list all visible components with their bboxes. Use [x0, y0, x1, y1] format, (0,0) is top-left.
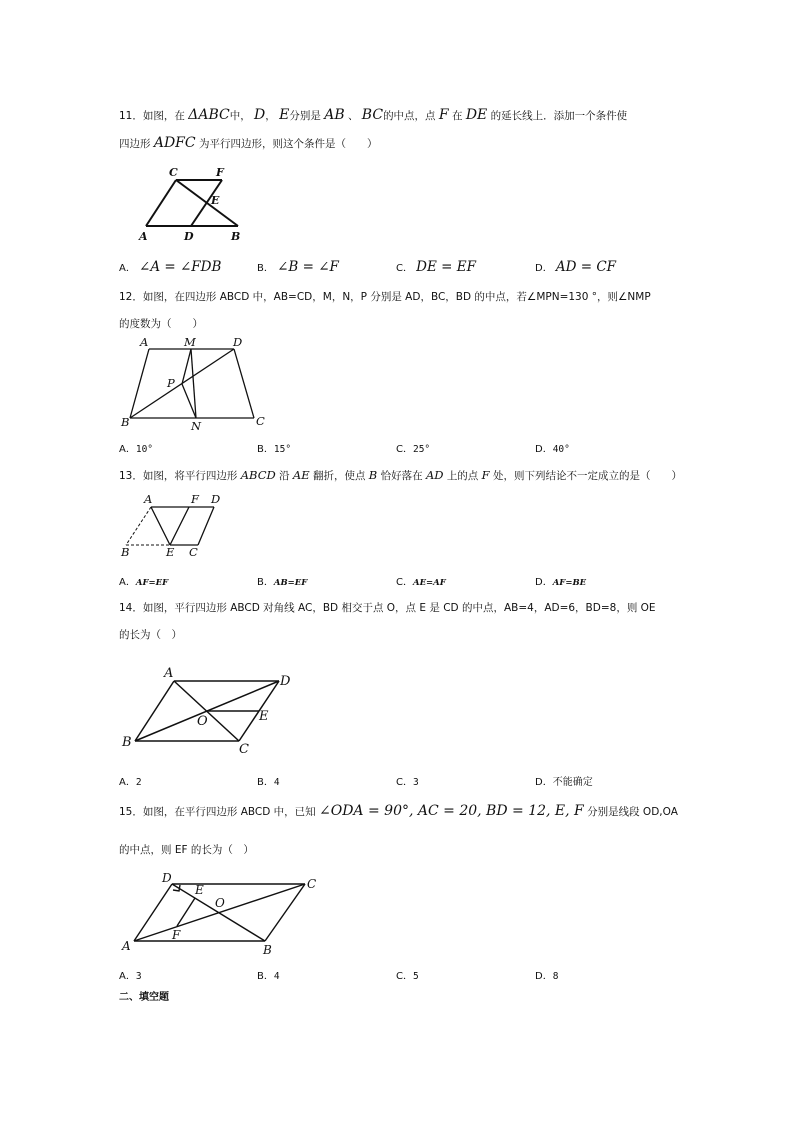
q13-option-a[interactable]: [119, 573, 168, 588]
option-letter: D．: [535, 444, 553, 455]
option-text: 4: [273, 777, 280, 788]
q11-math: E: [279, 107, 290, 123]
q13-figure: [118, 490, 228, 562]
option-text: ∠A = ∠FDB: [139, 259, 222, 275]
q13-math: AE: [292, 468, 310, 482]
option-text: 10°: [135, 444, 154, 455]
q13-text: 沿: [279, 470, 290, 482]
option-letter: B．: [257, 971, 274, 982]
q15-math: ∠ODA = 90°, AC = 20, BD = 12, E, F: [319, 803, 584, 819]
q11-text: ，: [265, 110, 276, 122]
option-letter: C．: [396, 777, 413, 788]
q11-label-a: A: [139, 230, 148, 243]
q12-option-b[interactable]: [257, 440, 291, 455]
q13-option-c[interactable]: [396, 573, 446, 588]
q11-math: BC: [361, 107, 384, 123]
option-letter: B．: [257, 577, 274, 588]
q11-math: ΔABC: [188, 107, 230, 123]
option-letter: A．: [119, 777, 136, 788]
q11-text: 的延长线上．添加一个条件使: [490, 110, 628, 122]
option-letter: A．: [119, 263, 136, 274]
q14-option-d[interactable]: [535, 773, 593, 788]
q15-label-c: C: [307, 877, 317, 891]
q11-text: 在: [451, 110, 463, 122]
q11-math: ADFC: [153, 135, 196, 151]
q12-label-d: D: [233, 335, 243, 349]
q11-figure: [134, 160, 254, 246]
q15-stem-line2: 的中点，则 EF 的长为（ ）: [119, 844, 254, 856]
q14-option-c[interactable]: [396, 773, 419, 788]
q15-option-d[interactable]: [535, 967, 558, 982]
option-text: 3: [412, 777, 419, 788]
option-letter: B．: [257, 263, 274, 274]
q11-text: 为平行四边形，则这个条件是（ ）: [198, 138, 378, 150]
option-letter: B．: [257, 777, 274, 788]
q12-label-c: C: [256, 414, 265, 428]
q13-math: B: [368, 468, 378, 482]
q11-text: 分别是: [289, 110, 321, 122]
option-letter: D．: [535, 577, 553, 588]
q15-option-b[interactable]: [257, 967, 280, 982]
q11-stem-line1: [119, 108, 627, 123]
q11-text: 如图，在: [142, 110, 185, 122]
q11-stem-line2: [119, 136, 377, 151]
q13-text: 翻折，使点: [312, 470, 366, 482]
q14-option-a[interactable]: [119, 773, 142, 788]
q11-text: 中，: [229, 110, 251, 122]
option-text: 15°: [273, 444, 292, 455]
option-text: 8: [552, 971, 559, 982]
q15-label-a: A: [122, 939, 131, 953]
option-letter: B．: [257, 444, 274, 455]
option-text: 40°: [552, 444, 570, 455]
q11-math: D: [254, 107, 266, 123]
q14-stem-line1: 14．如图，平行四边形 ABCD 对角线 AC，BD 相交于点 O，点 E 是 CD 的中点，AB=4，AD=6，BD=8，则 OE: [119, 602, 656, 614]
q13-math: ABCD: [240, 468, 276, 482]
q11-text: 四边形: [119, 138, 151, 150]
q13-stem: [119, 468, 682, 483]
q15-option-c[interactable]: [396, 967, 419, 982]
q15-option-a[interactable]: [119, 967, 142, 982]
option-text: AE=AF: [412, 578, 446, 588]
option-letter: C．: [396, 577, 413, 588]
q15-label-b: B: [263, 943, 272, 957]
q12-label-n: N: [191, 419, 202, 433]
option-text: 25°: [412, 444, 431, 455]
q15-text: 分别是线段 OD,OA: [587, 806, 678, 818]
option-letter: C．: [396, 444, 413, 455]
q13-label-e: E: [166, 545, 175, 559]
q13-math: F: [481, 468, 490, 482]
option-letter: C．: [396, 971, 413, 982]
option-text: 不能确定: [552, 777, 593, 788]
q13-label-f: F: [191, 492, 199, 506]
q12-stem-line1: 12．如图，在四边形 ABCD 中，AB=CD，M，N，P 分别是 AD，BC，BD 的中点，若∠MPN=130 °，则∠NMP: [119, 291, 651, 303]
q14-label-e: E: [259, 709, 269, 724]
q13-text: 处，则下列结论不一定成立的是（ ）: [492, 470, 682, 482]
q11-math: F: [438, 107, 449, 123]
q13-label-d: D: [211, 492, 221, 506]
section-title: 二、填空题: [119, 992, 169, 1003]
option-text: 2: [135, 777, 142, 788]
q11-label-e: E: [211, 194, 220, 207]
q12-option-c[interactable]: [396, 440, 430, 455]
q15-stem-line1: [119, 804, 678, 819]
q12-option-a[interactable]: [119, 440, 153, 455]
q14-label-a: A: [164, 666, 174, 681]
q15-label-e: E: [195, 883, 204, 897]
q13-option-d[interactable]: [535, 573, 586, 588]
q11-label-d: D: [184, 230, 194, 243]
option-letter: D．: [535, 971, 553, 982]
q11-text: 的中点，点: [383, 110, 436, 122]
q15-label-f: F: [172, 928, 181, 942]
q11-label-f: F: [216, 166, 224, 179]
option-text: 3: [135, 971, 142, 982]
option-text: AF=EF: [135, 578, 169, 588]
q14-figure: [118, 660, 298, 760]
q15-label-o: O: [215, 896, 225, 910]
q13-text: 恰好落在: [380, 470, 423, 482]
q11-math: AB: [324, 107, 345, 123]
q11-option-d[interactable]: [535, 259, 616, 275]
q15-figure: [118, 866, 328, 956]
option-letter: D．: [535, 263, 553, 274]
q15-label-d: D: [162, 871, 172, 885]
option-text: AD = CF: [555, 259, 617, 275]
q12-figure: [118, 332, 268, 434]
q14-label-d: D: [280, 674, 291, 689]
option-letter: A．: [119, 577, 136, 588]
option-letter: A．: [119, 971, 136, 982]
q11-option-b[interactable]: [257, 259, 339, 275]
option-text: AB=EF: [273, 578, 308, 588]
q14-option-b[interactable]: [257, 773, 280, 788]
option-text: AF=BE: [552, 578, 587, 588]
q13-option-b[interactable]: [257, 573, 307, 588]
q13-text: 上的点: [446, 470, 479, 482]
q11-math: DE: [465, 107, 488, 123]
q12-label-a: A: [140, 335, 149, 349]
option-letter: A．: [119, 444, 136, 455]
q12-label-m: M: [184, 335, 196, 349]
q14-label-o: O: [197, 714, 208, 729]
q13-label-b: B: [121, 545, 130, 559]
option-text: DE = EF: [416, 259, 476, 275]
q12-label-p: P: [167, 376, 175, 390]
q15-text: 15．如图，在平行四边形 ABCD 中，已知: [119, 806, 316, 818]
q11-label-c: C: [169, 166, 178, 179]
q11-text: 、: [347, 110, 359, 122]
q14-label-c: C: [239, 742, 249, 757]
option-letter: D．: [535, 777, 553, 788]
q13-math: AD: [425, 468, 444, 482]
option-letter: C．: [396, 263, 413, 274]
q14-label-b: B: [122, 735, 132, 750]
q11-option-a[interactable]: [119, 259, 221, 275]
q11-option-c[interactable]: [396, 259, 476, 275]
q11-label-b: B: [231, 230, 241, 243]
q13-text: 13．如图，将平行四边形: [119, 470, 238, 482]
q12-label-b: B: [121, 415, 130, 429]
q12-stem-line2: 的度数为（ ）: [119, 318, 203, 330]
option-text: 5: [412, 971, 419, 982]
q14-stem-line2: 的长为（ ）: [119, 629, 182, 641]
q13-label-c: C: [189, 545, 198, 559]
q13-label-a: A: [144, 492, 153, 506]
option-text: 4: [273, 971, 280, 982]
q11-number: 11．: [119, 110, 143, 122]
q12-option-d[interactable]: [535, 440, 570, 455]
option-text: ∠B = ∠F: [277, 259, 339, 275]
